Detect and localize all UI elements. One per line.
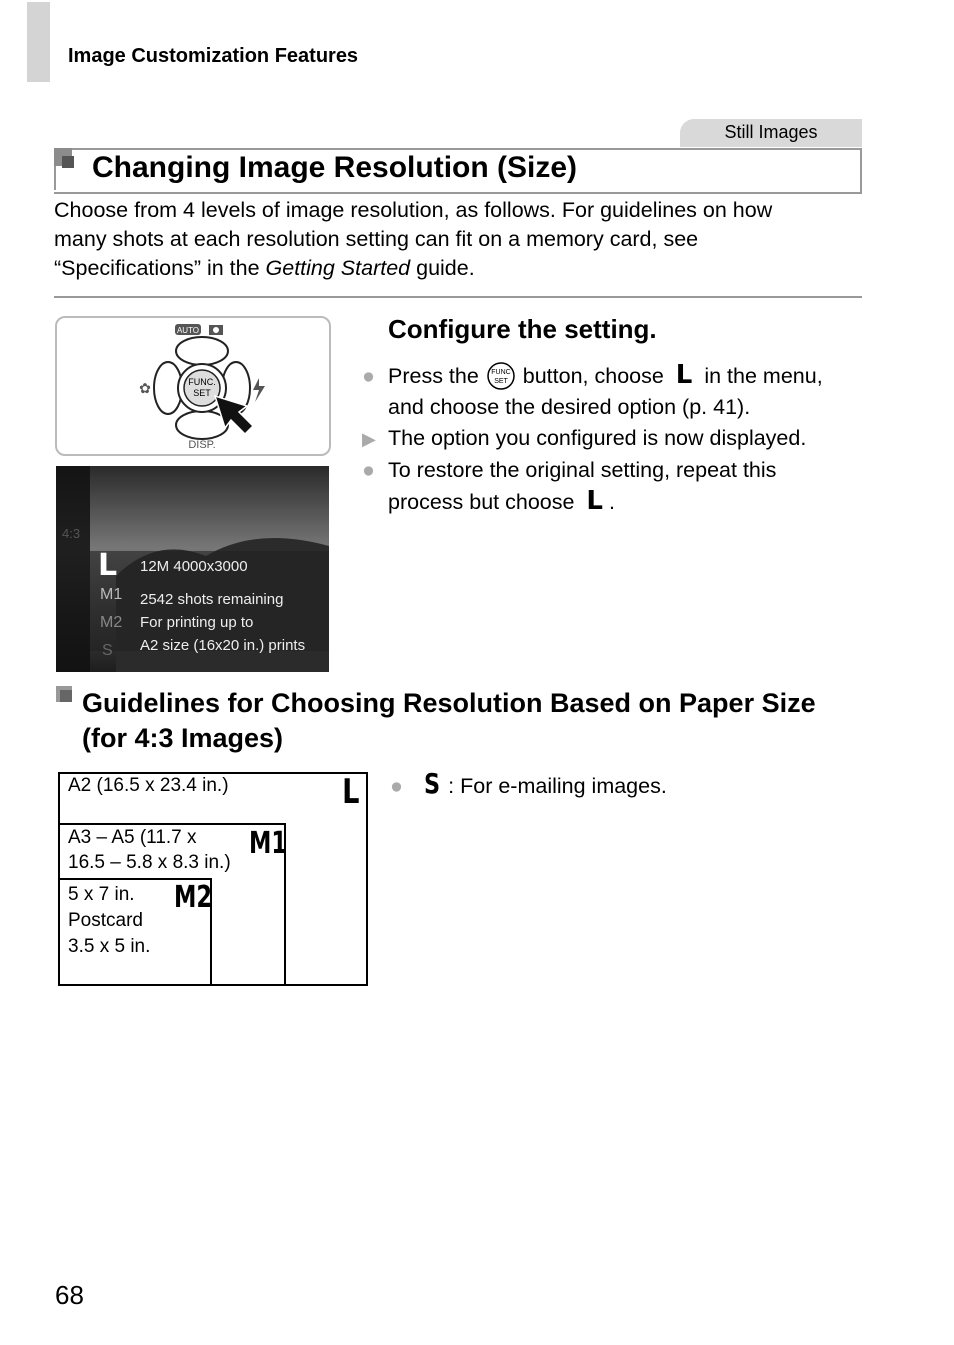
page-title: Changing Image Resolution (Size): [92, 151, 578, 184]
bullet-1-text-end: in the menu,: [698, 364, 823, 388]
bullet-2-text: The option you configured is now displayed.: [388, 426, 807, 450]
bullet-dot-icon: ●: [362, 458, 375, 482]
svg-text:FUNC: FUNC: [491, 369, 511, 376]
lcd-menu-item-m2: M2: [100, 614, 123, 631]
lcd-resolution: 12M 4000x3000: [140, 558, 248, 575]
getting-started-title: Getting Started: [265, 256, 411, 280]
l-size-icon: L: [342, 772, 360, 812]
s-size-note-text: : For e-mailing images.: [448, 774, 667, 798]
bullet-dot-icon: ●: [362, 364, 375, 388]
lcd-screen-image: [56, 466, 329, 672]
bullet-1-text: Press the: [388, 364, 485, 388]
set-label: SET: [193, 388, 211, 398]
bullet-1-text-mid: button, choose: [516, 364, 670, 388]
bullet-3-line-1: [362, 455, 862, 486]
bullet-3-line-2: [362, 486, 862, 518]
s-size-icon: S: [424, 767, 441, 800]
intro-line-2: many shots at each resolution setting can fit on a memory card, see: [54, 227, 699, 251]
three-by-five-label: 3.5 x 5 in.: [68, 936, 151, 957]
bullet-1-line-1: [362, 360, 862, 392]
bullet-1-line-2: and choose the desired option (p. 41).: [388, 395, 751, 419]
intro-text-end: guide.: [410, 256, 475, 280]
lcd-menu-item: 4:3: [62, 526, 81, 541]
large-size-icon: L: [675, 360, 693, 390]
disp-label: DISP.: [188, 439, 216, 451]
step-bullets: [362, 360, 862, 518]
title-square-icon-inner: [62, 156, 74, 168]
m2-size-icon: M2: [174, 880, 213, 915]
auto-label: AUTO: [176, 326, 200, 335]
section-label: Image Customization Features: [68, 45, 359, 67]
control-dial-icon: [57, 318, 329, 454]
lcd-menu-item-m1: M1: [100, 586, 123, 603]
guidelines-title-line-1: Guidelines for Choosing Resolution Based on Paper Size: [82, 688, 816, 718]
func-set-button-icon: [485, 361, 517, 391]
bullet-3-text: To restore the original setting, repeat this: [388, 458, 777, 482]
func-label: FUNC.: [188, 377, 216, 387]
large-size-icon: L: [586, 486, 603, 516]
svg-text:SET: SET: [493, 378, 508, 385]
lcd-selected-l-icon: L: [98, 548, 118, 583]
m1-size-icon: M1: [249, 826, 288, 861]
lcd-print-line-1: For printing up to: [140, 614, 254, 631]
lcd-print-line-2: A2 size (16x20 in.) prints: [140, 637, 306, 654]
guidelines-title: [82, 686, 872, 756]
postcard-label: Postcard: [68, 910, 143, 931]
still-images-tab: Still Images: [680, 119, 862, 147]
result-arrow-icon: ▶: [362, 429, 376, 449]
bullet-3-text-end: .: [609, 490, 615, 514]
intro-text: “Specifications” in the: [54, 256, 266, 280]
intro-line-3: [54, 254, 864, 283]
divider: [54, 296, 862, 298]
bullet-3-text-2: process but choose: [388, 490, 581, 514]
bullet-2: [362, 423, 862, 455]
lcd-menu-item-s: S: [102, 642, 113, 659]
a2-size-label: A2 (16.5 x 23.4 in.): [68, 775, 229, 796]
s-size-note: [390, 768, 667, 802]
sidebar-tab: [27, 2, 50, 82]
step-title: Configure the setting.: [388, 314, 657, 344]
a3-size-label-line-2: 16.5 – 5.8 x 8.3 in.): [68, 852, 231, 873]
page-number: 68: [55, 1280, 84, 1310]
svg-text:✿: ✿: [139, 381, 151, 397]
a3-size-label-line-1: A3 – A5 (11.7 x: [68, 827, 197, 848]
guidelines-title-line-2: (for 4:3 Images): [82, 723, 284, 753]
title-frame-edge: [54, 166, 56, 190]
intro-line-1: Choose from 4 levels of image resolution, as follows. For guidelines on how: [54, 198, 773, 222]
bullet-dot-icon: ●: [390, 774, 403, 798]
intro-paragraph: [54, 196, 864, 283]
camera-control-illustration: [55, 316, 331, 456]
lcd-shots-remaining: 2542 shots remaining: [140, 591, 284, 608]
five-by-seven-label: 5 x 7 in.: [68, 884, 135, 905]
guidelines-square-icon-inner: [60, 690, 72, 702]
